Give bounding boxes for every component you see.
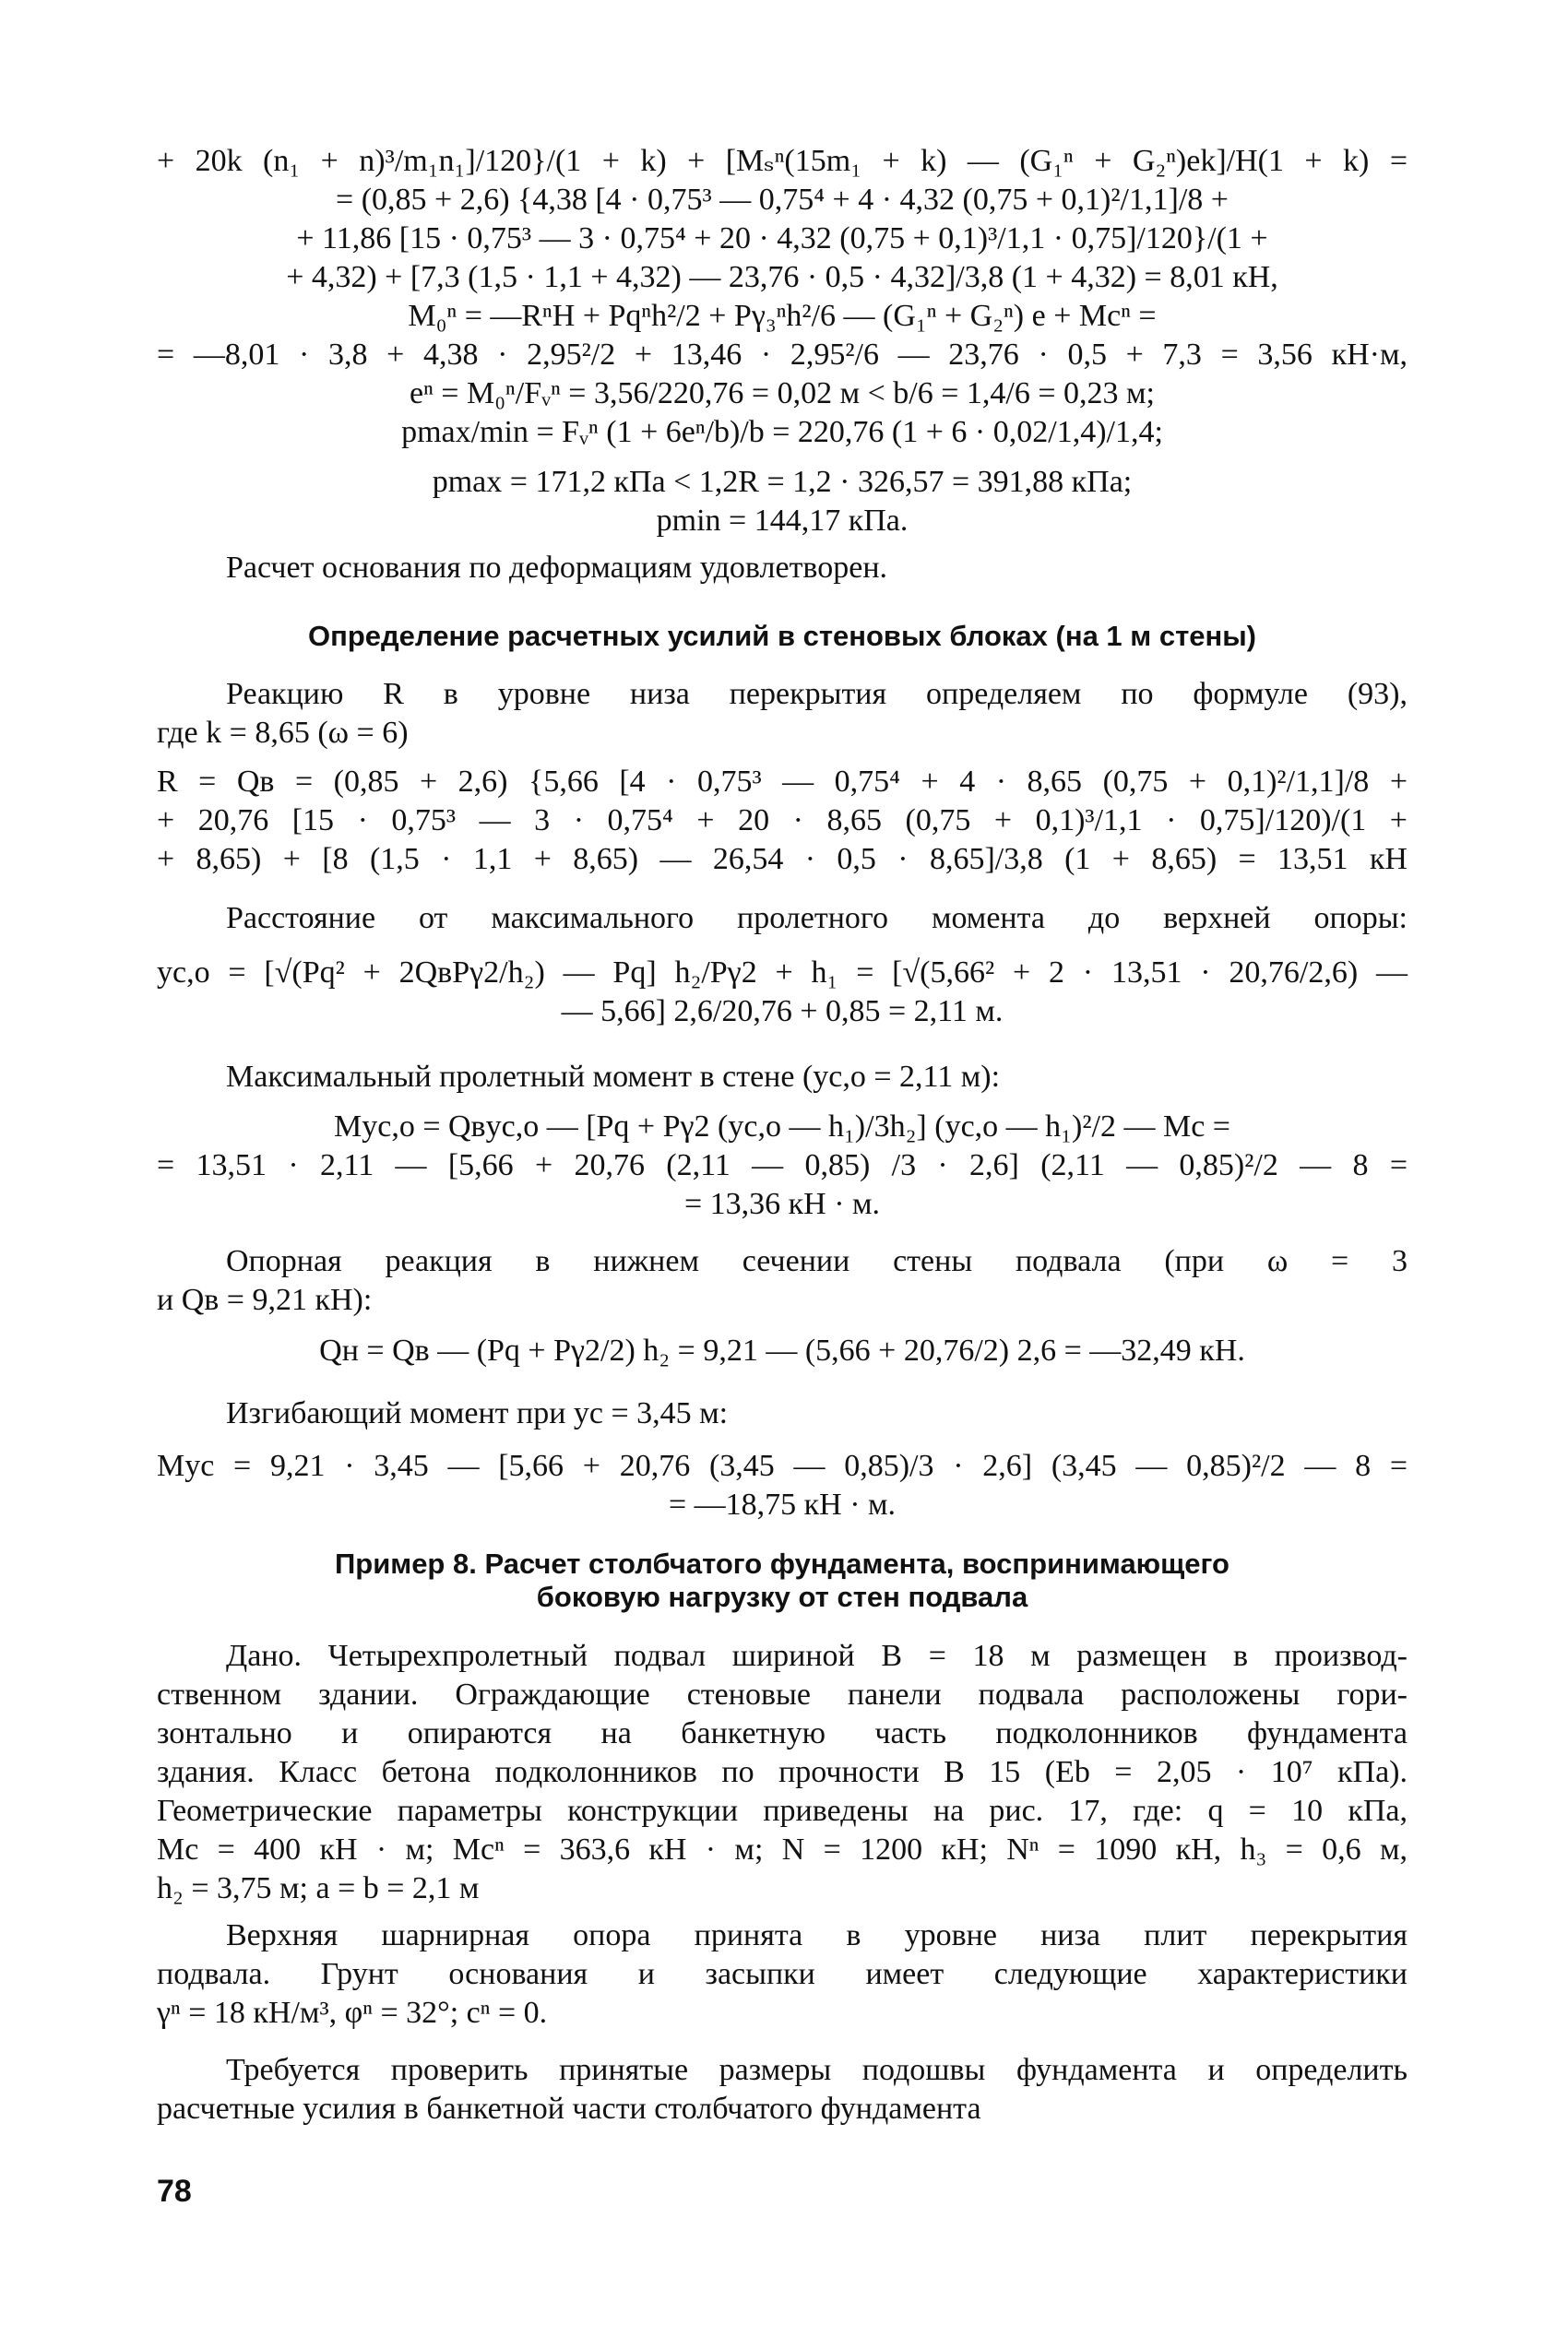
paragraph-line: здания. Класс бетона подколонников по прочности В 15 (Eb = 2,05 · 10⁷ кПа). xyxy=(157,1755,1408,1789)
paragraph-line: Mc = 400 кН · м; Mcⁿ = 363,6 кН · м; N = 1200 кН; Nⁿ = 1090 кН, h₃ = 0,6 м, xyxy=(157,1833,1408,1867)
paragraph-line: Геометрические параметры конструкции приведены на рис. 17, где: q = 10 кПа, xyxy=(157,1794,1408,1828)
formula-line: + 20,76 [15 · 0,75³ — 3 · 0,75⁴ + 20 · 8,65 (0,75 + 0,1)³/1,1 · 0,75]/120)/(1 + xyxy=(157,803,1408,837)
paragraph-line: расчетные усилия в банкетной части столбчатого фундамента xyxy=(157,2092,981,2126)
formula-line: pmin = 144,17 кПа. xyxy=(656,504,909,538)
formula-line: Myc,o = Qвyc,o — [Pq + Pγ2 (yc,o — h₁)/3h₂] (yc,o — h₁)²/2 — Mc = xyxy=(334,1109,1230,1144)
paragraph-line: Реакцию R в уровне низа перекрытия определяем по формуле (93), xyxy=(226,677,1408,711)
formula-line: Qн = Qв — (Pq + Pγ2/2) h₂ = 9,21 — (5,66 + 20,76/2) 2,6 = —32,49 кН. xyxy=(319,1334,1245,1368)
paragraph-line: ственном здании. Ограждающие стеновые панели подвала расположены гори- xyxy=(157,1678,1408,1712)
formula-line: + 4,32) + [7,3 (1,5 · 1,1 + 4,32) — 23,76 · 0,5 · 4,32]/3,8 (1 + 4,32) = 8,01 кН, xyxy=(286,260,1278,294)
formula-line: pmax = 171,2 кПа < 1,2R = 1,2 · 326,57 = 391,88 кПа; xyxy=(432,465,1133,499)
formula-line: = —18,75 кН · м. xyxy=(668,1488,897,1522)
formula-line: — 5,66] 2,6/20,76 + 0,85 = 2,11 м. xyxy=(561,994,1004,1028)
page-number: 78 xyxy=(157,2174,192,2209)
paragraph-line: зонтально и опираются на банкетную часть подколонников фундамента xyxy=(157,1716,1408,1750)
formula-line: = —8,01 · 3,8 + 4,38 · 2,95²/2 + 13,46 · 2,95²/6 — 23,76 · 0,5 + 7,3 = 3,56 кН·м, xyxy=(157,338,1408,372)
formula-line: = (0,85 + 2,6) {4,38 [4 · 0,75³ — 0,75⁴ + 4 · 4,32 (0,75 + 0,1)²/1,1]/8 + xyxy=(336,183,1229,217)
paragraph-line: h₂ = 3,75 м; a = b = 2,1 м xyxy=(157,1871,480,1905)
paragraph-line: γⁿ = 18 кН/м³, φⁿ = 32°; cⁿ = 0. xyxy=(157,1996,548,2030)
formula-line: R = Qв = (0,85 + 2,6) {5,66 [4 · 0,75³ — 0,75⁴ + 4 · 8,65 (0,75 + 0,1)²/1,1]/8 + xyxy=(157,765,1408,799)
formula-line: Myc = 9,21 · 3,45 — [5,66 + 20,76 (3,45 — 0,85)/3 · 2,6] (3,45 — 0,85)²/2 — 8 = xyxy=(157,1449,1408,1483)
paragraph-line: Дано. Четырехпролетный подвал шириной B = 18 м размещен в производ- xyxy=(226,1639,1408,1673)
formula-line: = 13,51 · 2,11 — [5,66 + 20,76 (2,11 — 0,85) /3 · 2,6] (2,11 — 0,85)²/2 — 8 = xyxy=(157,1148,1408,1182)
example-heading: Пример 8. Расчет столбчатого фундамента, воспринимающего xyxy=(334,1548,1229,1580)
formula-line: M₀ⁿ = —RⁿH + Pqⁿh²/2 + Pγ₃ⁿh²/6 — (G₁ⁿ + G₂ⁿ) e + Mcⁿ = xyxy=(408,299,1157,333)
paragraph-line: подвала. Грунт основания и засыпки имеет следующие характеристики xyxy=(157,1957,1408,1991)
formula-line: + 8,65) + [8 (1,5 · 1,1 + 8,65) — 26,54 · 0,5 · 8,65]/3,8 (1 + 8,65) = 13,51 кН xyxy=(157,842,1408,876)
formula-line: = 13,36 кН · м. xyxy=(683,1187,881,1221)
paragraph-line: Требуется проверить принятые размеры подошвы фундамента и определить xyxy=(226,2053,1408,2087)
formula-line: + 20k (n₁ + n)³/m₁n₁]/120}/(1 + k) + [Mₛⁿ(15m₁ + k) — (G₁ⁿ + G₂ⁿ)ek]/H(1 + k) = xyxy=(157,144,1408,178)
formula-line: yc,o = [√(Pq² + 2QвPγ2/h₂) — Pq] h₂/Pγ2 + h₁ = [√(5,66² + 2 · 13,51 · 20,76/2,6) — xyxy=(157,955,1408,990)
paragraph-line: Верхняя шарнирная опора принята в уровне низа плит перекрытия xyxy=(226,1918,1408,1952)
formula-line: pmax/min = Fᵥⁿ (1 + 6eⁿ/b)/b = 220,76 (1 + 6 · 0,02/1,4)/1,4; xyxy=(401,415,1163,449)
paragraph-line: Опорная реакция в нижнем сечении стены подвала (при ω = 3 xyxy=(226,1244,1408,1278)
paragraph: Расчет основания по деформациям удовлетворен. xyxy=(226,551,888,585)
paragraph-line: где k = 8,65 (ω = 6) xyxy=(157,716,409,750)
paragraph: Максимальный пролетный момент в стене (yc,o = 2,11 м): xyxy=(226,1060,1001,1094)
paragraph-line: и Qв = 9,21 кН): xyxy=(157,1283,373,1317)
formula-line: + 11,86 [15 · 0,75³ — 3 · 0,75⁴ + 20 · 4,32 (0,75 + 0,1)³/1,1 · 0,75]/120}/(1 + xyxy=(296,221,1268,255)
section-heading: Определение расчетных усилий в стеновых блоках (на 1 м стены) xyxy=(307,620,1257,652)
example-heading: боковую нагрузку от стен подвала xyxy=(536,1581,1028,1613)
paragraph: Расстояние от максимального пролетного момента до верхней опоры: xyxy=(226,901,1408,935)
paragraph: Изгибающий момент при yc = 3,45 м: xyxy=(226,1396,729,1430)
formula-line: eⁿ = M₀ⁿ/Fᵥⁿ = 3,56/220,76 = 0,02 м < b/6 = 1,4/6 = 0,23 м; xyxy=(409,376,1155,410)
